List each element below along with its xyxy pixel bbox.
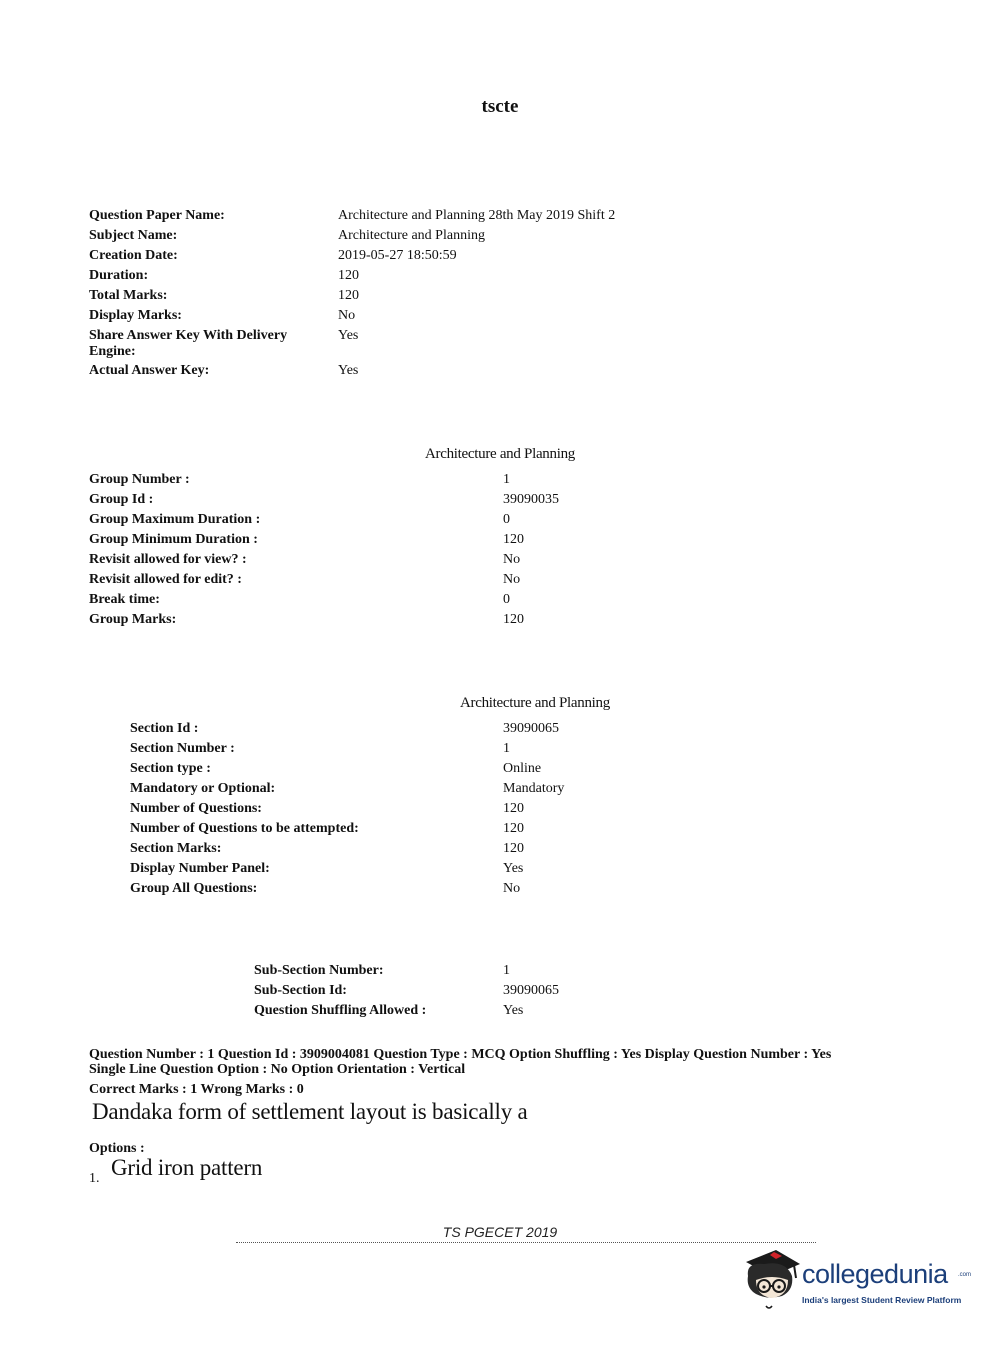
paper-info-label: Share Answer Key With Delivery Engine: bbox=[89, 328, 288, 359]
section-value: 1 bbox=[503, 741, 510, 756]
group-label: Revisit allowed for edit? : bbox=[89, 572, 242, 587]
section-value: 39090065 bbox=[503, 721, 559, 736]
section-value: 120 bbox=[503, 821, 524, 836]
group-value: 0 bbox=[503, 512, 510, 527]
paper-info-table bbox=[89, 208, 689, 383]
group-label: Group Maximum Duration : bbox=[89, 512, 261, 527]
section-value: 120 bbox=[503, 801, 524, 816]
group-value: No bbox=[503, 552, 521, 567]
paper-info-row bbox=[89, 308, 689, 328]
group-table bbox=[89, 472, 689, 632]
subsection-value: Yes bbox=[503, 1003, 524, 1018]
paper-info-value: 120 bbox=[338, 288, 359, 303]
paper-info-value: No bbox=[338, 308, 356, 323]
group-label: Group Id : bbox=[89, 492, 154, 507]
paper-info-value: Yes bbox=[338, 363, 359, 378]
paper-info-value: Architecture and Planning bbox=[338, 228, 485, 243]
section-label: Group All Questions: bbox=[130, 881, 258, 896]
question-text: Dandaka form of settlement layout is basically a bbox=[92, 1099, 528, 1124]
paper-info-label: Total Marks: bbox=[89, 288, 168, 303]
group-value: 120 bbox=[503, 612, 524, 627]
subsection-value: 39090065 bbox=[503, 983, 559, 998]
section-label: Number of Questions: bbox=[130, 801, 262, 816]
section-row bbox=[130, 741, 730, 761]
section-row bbox=[130, 881, 730, 901]
paper-info-row bbox=[89, 228, 689, 248]
group-heading: Architecture and Planning bbox=[425, 446, 575, 462]
paper-info-row bbox=[89, 248, 689, 268]
brand-name: collegedunia bbox=[802, 1259, 948, 1289]
paper-info-row bbox=[89, 363, 689, 383]
section-label: Section Marks: bbox=[130, 841, 222, 856]
section-row bbox=[130, 841, 730, 861]
subsection-label: Sub-Section Number: bbox=[254, 963, 384, 978]
footer-exam-name: TS PGECET 2019 bbox=[442, 1224, 558, 1240]
section-label: Section Number : bbox=[130, 741, 235, 756]
group-value: 39090035 bbox=[503, 492, 559, 507]
group-label: Group Marks: bbox=[89, 612, 177, 627]
option-number: 1. bbox=[89, 1171, 100, 1186]
section-row bbox=[130, 761, 730, 781]
options-label: Options : bbox=[89, 1141, 145, 1156]
section-value: Mandatory bbox=[503, 781, 565, 796]
section-table bbox=[130, 721, 730, 901]
section-value: No bbox=[503, 881, 521, 896]
brand-suffix: .com bbox=[958, 1272, 972, 1278]
section-heading: Architecture and Planning bbox=[460, 695, 610, 711]
paper-info-label: Question Paper Name: bbox=[89, 208, 225, 223]
group-row bbox=[89, 572, 689, 592]
section-label: Section Id : bbox=[130, 721, 199, 736]
paper-info-row bbox=[89, 288, 689, 308]
group-value: No bbox=[503, 572, 521, 587]
section-label: Number of Questions to be attempted: bbox=[130, 821, 359, 836]
group-row bbox=[89, 492, 689, 512]
section-value: Online bbox=[503, 761, 542, 776]
footer-divider bbox=[236, 1242, 816, 1245]
brand-tagline: India's largest Student Review Platform bbox=[802, 1295, 962, 1305]
paper-info-row bbox=[89, 268, 689, 288]
mascot-icon bbox=[746, 1250, 800, 1308]
paper-info-value: 2019-05-27 18:50:59 bbox=[338, 248, 457, 263]
section-row bbox=[130, 781, 730, 801]
section-label: Section type : bbox=[130, 761, 211, 776]
section-label: Display Number Panel: bbox=[130, 861, 270, 876]
section-row bbox=[130, 721, 730, 741]
section-value: Yes bbox=[503, 861, 524, 876]
subsection-row bbox=[254, 983, 754, 1003]
subsection-label: Question Shuffling Allowed : bbox=[254, 1003, 427, 1018]
group-label: Revisit allowed for view? : bbox=[89, 552, 247, 567]
group-label: Break time: bbox=[89, 592, 160, 607]
paper-info-row bbox=[89, 328, 689, 363]
subsection-table bbox=[254, 963, 754, 1023]
paper-info-label: Creation Date: bbox=[89, 248, 178, 263]
question-meta-line: Single Line Question Option : No Option Orientation : Vertical bbox=[89, 1062, 466, 1077]
group-value: 120 bbox=[503, 532, 524, 547]
paper-info-label: Duration: bbox=[89, 268, 149, 283]
section-row bbox=[130, 801, 730, 821]
question-marks-line: Correct Marks : 1 Wrong Marks : 0 bbox=[89, 1082, 304, 1097]
paper-info-label: Display Marks: bbox=[89, 308, 182, 323]
section-value: 120 bbox=[503, 841, 524, 856]
group-row bbox=[89, 512, 689, 532]
section-row bbox=[130, 821, 730, 841]
subsection-row bbox=[254, 1003, 754, 1023]
section-label: Mandatory or Optional: bbox=[130, 781, 276, 796]
group-value: 1 bbox=[503, 472, 510, 487]
group-row bbox=[89, 552, 689, 572]
group-row bbox=[89, 472, 689, 492]
paper-info-label: Actual Answer Key: bbox=[89, 363, 210, 378]
group-label: Group Number : bbox=[89, 472, 190, 487]
group-row bbox=[89, 612, 689, 632]
document-title: tscte bbox=[481, 96, 519, 117]
group-value: 0 bbox=[503, 592, 510, 607]
paper-info-value: Yes bbox=[338, 328, 359, 343]
question-meta-line: Question Number : 1 Question Id : 3909004081 Question Type : MCQ Option Shuffling : Yes Display Question Number : Yes bbox=[89, 1047, 832, 1062]
paper-info-value: 120 bbox=[338, 268, 359, 283]
subsection-label: Sub-Section Id: bbox=[254, 983, 347, 998]
group-row bbox=[89, 592, 689, 612]
subsection-value: 1 bbox=[503, 963, 510, 978]
paper-info-label: Subject Name: bbox=[89, 228, 178, 243]
paper-info-row bbox=[89, 208, 689, 228]
section-row bbox=[130, 861, 730, 881]
paper-info-value: Architecture and Planning 28th May 2019 Shift 2 bbox=[338, 208, 616, 223]
group-row bbox=[89, 532, 689, 552]
group-label: Group Minimum Duration : bbox=[89, 532, 258, 547]
option-text: Grid iron pattern bbox=[111, 1155, 263, 1180]
subsection-row bbox=[254, 963, 754, 983]
